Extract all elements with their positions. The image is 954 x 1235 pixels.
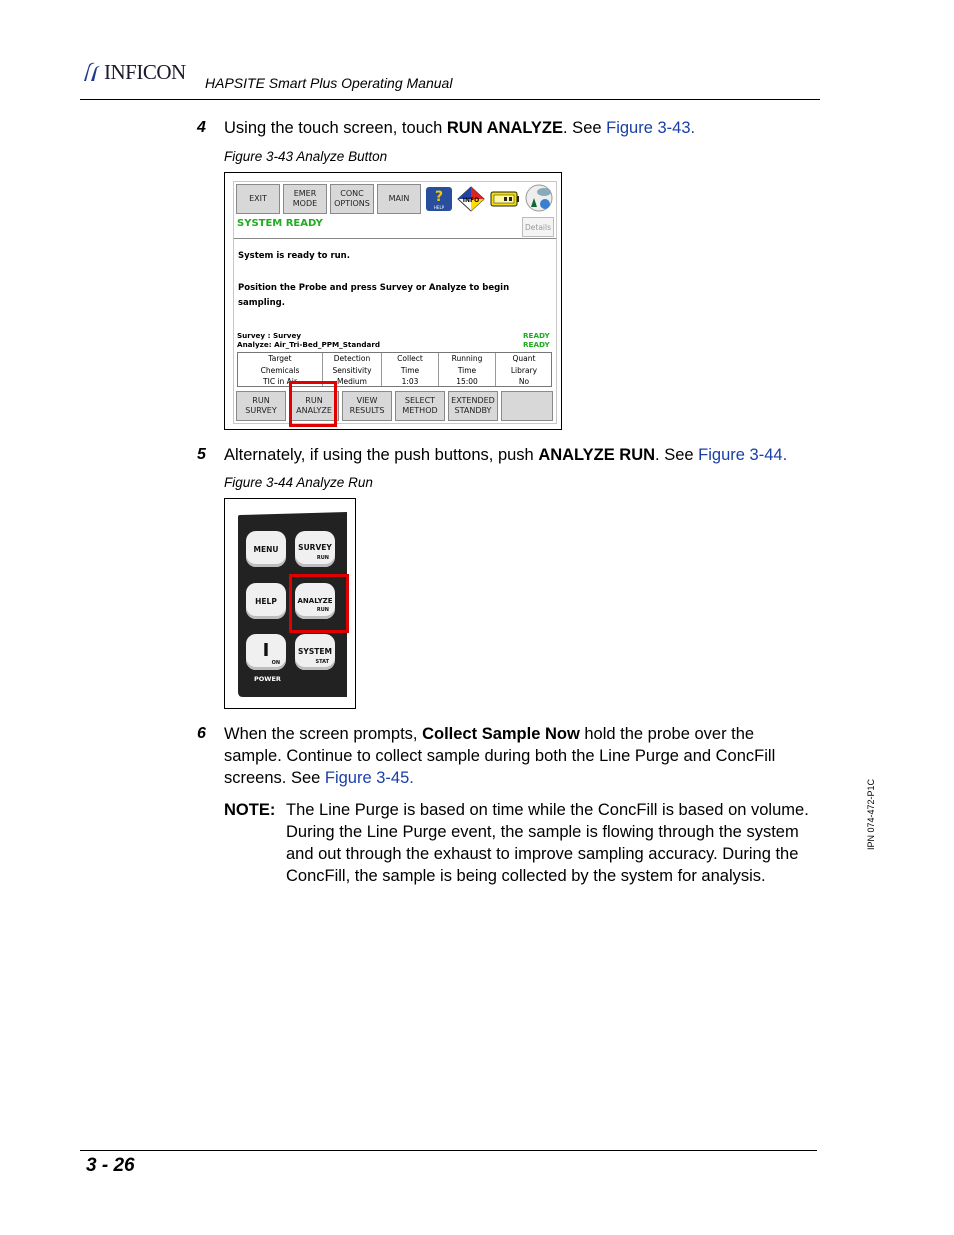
footer-rule [80,1150,817,1151]
method-info-table [237,352,552,387]
exit-button[interactable]: EXIT [236,184,280,214]
position-probe-message: Position the Probe and press Survey or Analyze to begin sampling. [238,283,510,308]
extended-standby-button[interactable]: EXTENDED STANDBY [448,391,498,421]
ipn-container [866,778,880,860]
step-5-text: Alternately, if using the push buttons, push ANALYZE RUN. See Figure 3-44. [224,446,788,464]
figure-3-44 [224,498,356,709]
table-cell-detection: Detection Sensitivity Medium [332,354,372,387]
run-analyze-button[interactable]: RUN ANALYZE [289,391,339,421]
page-number: 3 - 26 [86,1155,135,1176]
inficon-swoosh-icon [80,61,102,83]
view-results-button[interactable]: VIEW RESULTS [342,391,392,421]
step-4-number: 4 [197,119,206,136]
ipn-label: IPN 074-472-P1C [866,778,876,850]
note-body: The Line Purge is based on time while the ConcFill is based on volume. During the Line Purge event, the sample is flowing through the system and out through the exhaust to improve sampling accuracy. During the ConcFill, the sample is being collected by the system for analysis. [286,801,809,885]
step-6-number: 6 [197,725,206,742]
table-cell-collect: Collect Time 1:03 [397,354,423,387]
ready-message: System is ready to run. [238,251,350,261]
analyze-run-key[interactable]: ANALYZE RUN [295,583,335,619]
logo-wordmark: INFICON [104,59,186,84]
blank-button[interactable] [501,391,553,421]
figure-3-43-caption: Figure 3-43 Analyze Button [224,149,388,164]
inficon-logo [80,60,198,84]
help-key[interactable]: HELP [246,583,286,619]
menu-key[interactable]: MENU [246,531,286,567]
survey-run-key[interactable]: SURVEY RUN [295,531,335,567]
svg-text:HELP: HELP [433,205,445,210]
power-on-key[interactable]: I ON [246,634,286,670]
run-analyze-highlight [289,381,337,427]
system-status: SYSTEM READY [237,218,323,229]
svg-text:?: ? [434,189,444,205]
figure-3-43-link[interactable]: Figure 3-43 [606,119,691,137]
manual-title: HAPSITE Smart Plus Operating Manual [205,75,453,91]
survey-method-line: Survey : Survey [237,331,302,340]
figure-3-44-link[interactable]: Figure 3-44 [698,446,783,464]
note-label: NOTE: [224,801,276,819]
select-method-button[interactable]: SELECT METHOD [395,391,445,421]
analyze-key-highlight [289,574,349,633]
power-label: POWER [254,675,281,683]
table-cell-running: Running Time 15:00 [451,354,483,387]
svg-text:INFO: INFO [462,197,480,204]
battery-icon [490,188,520,210]
hapsite-screen [233,181,557,424]
details-button[interactable]: Details [522,217,554,237]
analyze-ready-status: READY [523,340,550,349]
status-divider [234,238,556,239]
figure-3-44-caption: Figure 3-44 Analyze Run [224,475,373,490]
emer-mode-button[interactable]: EMER MODE [283,184,327,214]
step-5-number: 5 [197,446,206,463]
analyze-method-line: Analyze: Air_Tri-Bed_PPM_Standard [237,340,381,349]
run-survey-button[interactable]: RUN SURVEY [236,391,286,421]
conc-options-button[interactable]: CONC OPTIONS [330,184,374,214]
info-icon[interactable] [456,186,486,212]
table-cell-target: Target Chemicals TIC in Air [260,354,300,387]
table-cell-quant: Quant Library No [510,354,538,387]
figure-3-45-link[interactable]: Figure 3-45 [324,769,410,787]
main-button[interactable]: MAIN [377,184,421,214]
globe-icon [524,183,554,213]
survey-ready-status: READY [523,331,550,340]
help-icon[interactable] [425,186,453,212]
header-rule [80,99,820,100]
system-stat-key[interactable]: SYSTEM STAT [295,634,335,670]
step-6-text: When the screen prompts, Collect Sample Now hold the probe over the sample. Continue to collect sample during both the Line Purge and ConcFill screens. See Figure 3-45. [224,725,776,787]
step-4-text: Using the touch screen, touch RUN ANALYZE. See Figure 3-43. [224,119,696,137]
figure-3-43 [224,172,562,430]
